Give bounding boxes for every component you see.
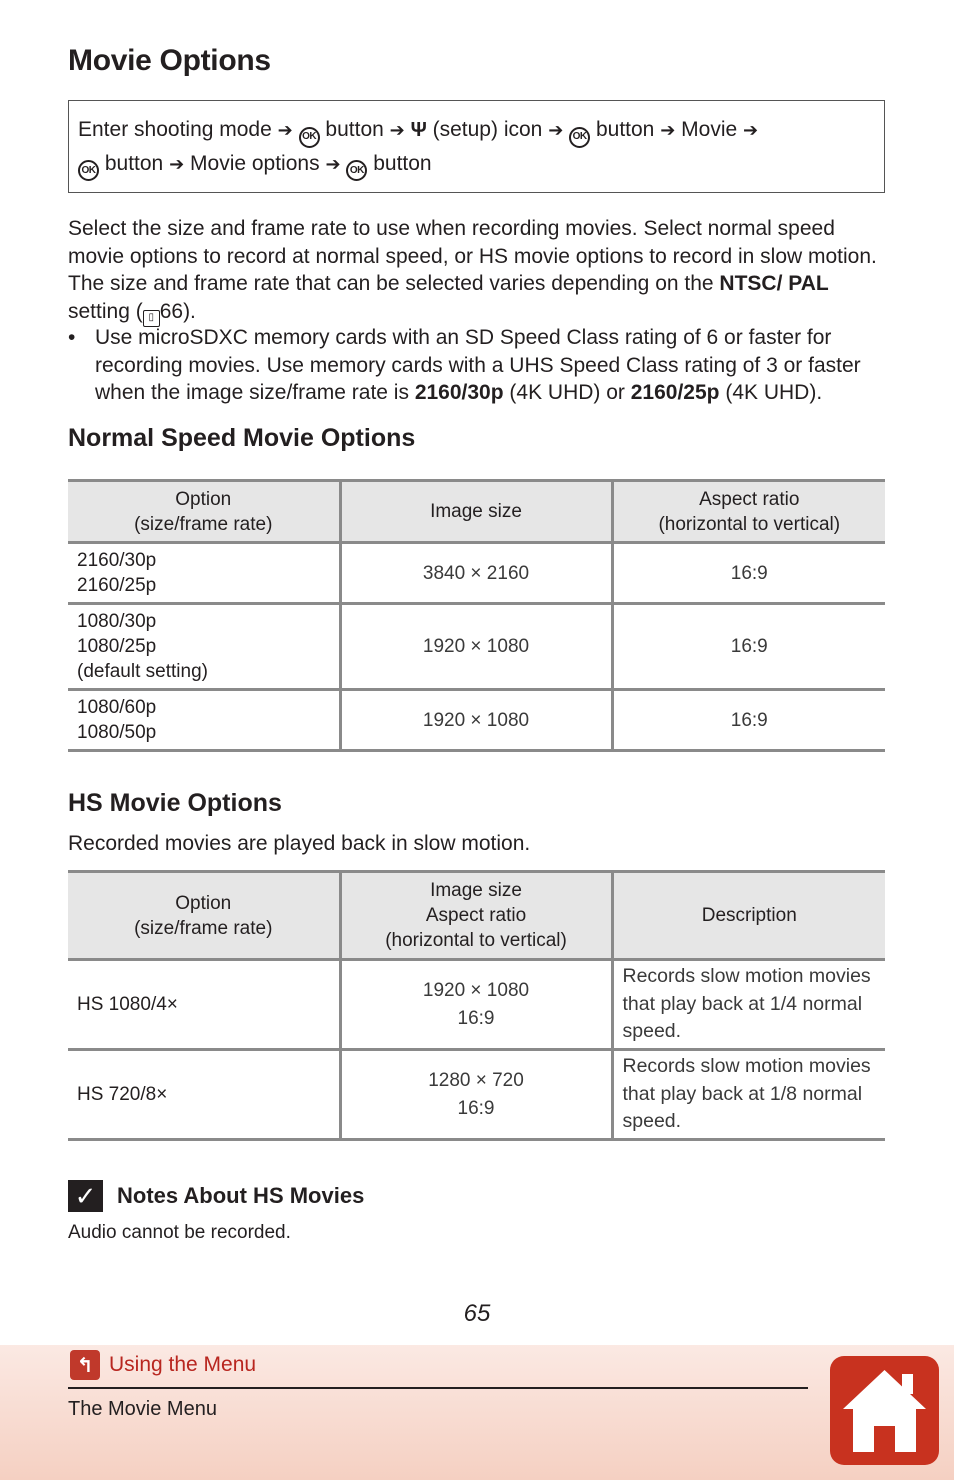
footer-link-label: Using the Menu (109, 1353, 257, 1376)
ok-button-icon: OK (569, 127, 590, 148)
header-image-size-aspect: Image size Aspect ratio (horizontal to vertical) (340, 872, 612, 960)
bullet-dot: • (68, 326, 76, 349)
memory-card-bullet: • Use microSDXC memory cards with an SD Speed Class rating of 6 or faster for recording movies. Use memory cards with a UHS Speed Class rating of 3 or faster when the image size/frame rate is 2160/30p (4K UHD) or 2160/25p (4K UHD). (68, 326, 861, 404)
nav-button-text: button (373, 151, 432, 175)
hs-lead-text: Recorded movies are played back in slow motion. (68, 832, 531, 855)
header-image-size: Image size (340, 481, 612, 543)
arrow-icon: ➔ (743, 120, 759, 140)
nav-button-text: button (595, 118, 655, 141)
note-text: Audio cannot be recorded. (68, 1222, 291, 1243)
normal-speed-section-title: Normal Speed Movie Options (68, 424, 416, 452)
arrow-icon: ➔ (660, 120, 676, 140)
note-title-text: Notes About HS Movies (117, 1183, 365, 1208)
ntsc-pal-setting: NTSC/ PAL (719, 272, 829, 295)
arrow-icon: ➔ (169, 153, 185, 174)
note-heading (68, 1180, 364, 1212)
page-number: 65 (463, 1300, 491, 1327)
arrow-icon: ➔ (325, 153, 341, 174)
home-icon (830, 1356, 939, 1465)
arrow-icon: ➔ (277, 120, 293, 140)
nav-setup-text: (setup) icon (432, 118, 543, 141)
hs-movie-table (68, 870, 885, 1141)
page-66-link[interactable]: 66 (159, 299, 184, 323)
nav-button-text: button (325, 118, 384, 141)
nav-enter-text: Enter shooting mode (78, 118, 272, 141)
back-arrow-icon: ↰ (70, 1350, 100, 1380)
ok-button-icon: OK (299, 127, 320, 148)
arrow-icon: ➔ (389, 120, 405, 140)
header-aspect-ratio: Aspect ratio (horizontal to vertical) (612, 481, 885, 543)
table-row: HS 1080/4× 1920 × 1080 16:9 Records slow motion movies that play back at 1/4 normal speed. (68, 960, 885, 1050)
nav-button-text: button (104, 151, 164, 175)
footer-divider (68, 1387, 808, 1389)
page-title: Movie Options (68, 44, 271, 77)
hs-section-title: HS Movie Options (68, 789, 282, 817)
checkmark-icon: ✓ (68, 1180, 103, 1212)
home-button[interactable] (830, 1356, 939, 1465)
navigation-path-box (68, 100, 885, 193)
table-row: 1080/30p 1080/25p (default setting) 1920 × 1080 16:9 (68, 604, 885, 690)
wrench-icon: Ψ (410, 119, 427, 141)
ok-button-icon: OK (346, 160, 367, 181)
footer-subtitle: The Movie Menu (68, 1398, 217, 1420)
header-option: Option (size/frame rate) (68, 481, 340, 543)
arrow-icon: ➔ (548, 120, 564, 140)
table-row: 2160/30p 2160/25p 3840 × 2160 16:9 (68, 543, 885, 604)
intro-paragraph: Select the size and frame rate to use when recording movies. Select normal speed movie options to record at normal speed, or HS movie options to record in slow motion. The size and frame rate that can be selected varies depending on the NTSC/ PAL setting ( ▯ 66). (68, 215, 888, 327)
using-the-menu-link[interactable] (70, 1350, 256, 1380)
nav-movie-options-text: Movie options (190, 151, 320, 175)
header-option: Option (size/frame rate) (68, 872, 340, 960)
nav-movie-text: Movie (681, 118, 738, 141)
book-reference-icon: ▯ (143, 310, 160, 327)
ok-button-icon: OK (78, 160, 99, 181)
header-description: Description (612, 872, 885, 960)
table-row: 1080/60p 1080/50p 1920 × 1080 16:9 (68, 690, 885, 751)
table-row: HS 720/8× 1280 × 720 16:9 Records slow motion movies that play back at 1/8 normal speed. (68, 1050, 885, 1140)
normal-speed-table (68, 479, 885, 752)
